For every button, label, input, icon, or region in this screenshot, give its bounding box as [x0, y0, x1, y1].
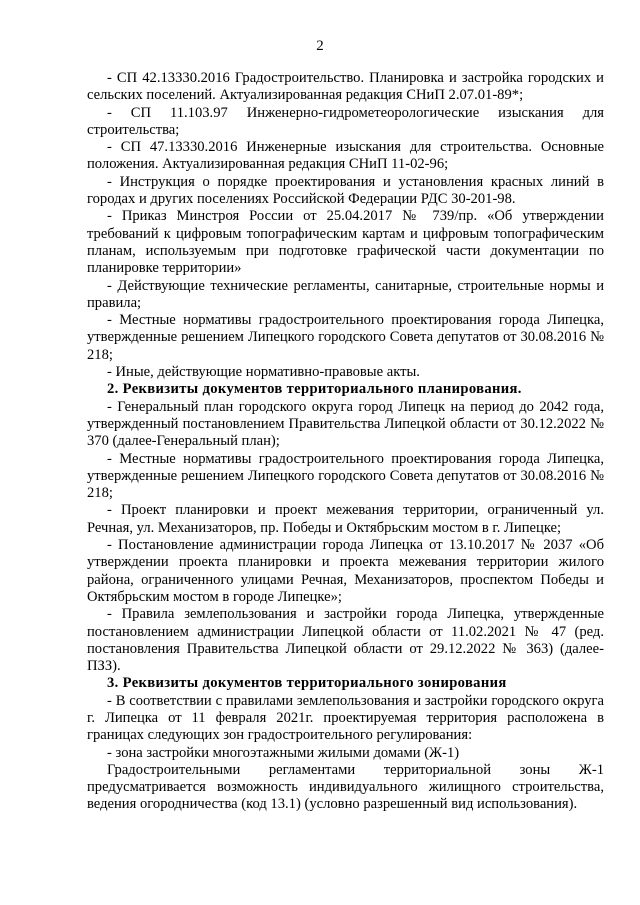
list-item: - Постановление администрации города Липецка от 13.10.2017 № 2037 «Об утверждении проекта планировки и проекта межевания территории жилого района, ограниченного улицами Речная, Механизаторов, проспектом Победы и Октябрьским мостом в городе Липецке»; — [87, 537, 604, 605]
list-item: - Инструкция о порядке проектирования и установления красных линий в городах и других поселениях Российской Федерации РДС 30-201-98. — [87, 173, 604, 208]
section-heading-territorial-planning: 2. Реквизиты документов территориального планирования. — [107, 381, 522, 398]
list-item: - СП 11.103.97 Инженерно-гидрометеорологические изыскания для строительства; — [87, 104, 604, 138]
list-item: - Иные, действующие нормативно-правовые акты. — [107, 364, 420, 381]
list-item: - Местные нормативы градостроительного проектирования города Липецка, утвержденные решением Липецкого городского Совета депутатов от 30.08.2016 № 218; — [87, 450, 604, 502]
list-item: - СП 42.13330.2016 Градостроительство. Планировка и застройка городских и сельских поселений. Актуализированная редакция СНиП 2.07.01-89*; — [87, 70, 604, 104]
list-item: - Действующие технические регламенты, санитарные, строительные нормы и правила; — [87, 277, 604, 311]
list-item: - СП 47.13330.2016 Инженерные изыскания для строительства. Основные положения. Актуализированная редакция СНиП 11-02-96; — [87, 139, 604, 173]
list-item: - зона застройки многоэтажными жилыми домами (Ж-1) — [107, 744, 460, 761]
list-item: - Генеральный план городского округа город Липецк на период до 2042 года, утвержденный постановлением Правительства Липецкой области от 30.12.2022 № 370 (далее-Генеральный план); — [87, 398, 604, 450]
list-item: - Проект планировки и проект межевания территории, ограниченный ул. Речная, ул. Механизаторов, пр. Победы и Октябрьским мостом в г. Липецке; — [87, 502, 604, 536]
page-number: 2 — [316, 38, 324, 54]
list-item: - Приказ Минстроя России от 25.04.2017 № 739/пр. «Об утверждении требований к цифровым топографическим картам и цифровым топографическим планам, используемым при подготовке графической части документации по планировке территории» — [87, 208, 604, 277]
section-heading-territorial-zoning: 3. Реквизиты документов территориального зонирования — [107, 675, 507, 692]
list-item: - В соответствии с правилами землепользования и застройки городского округа г. Липецка от 11 февраля 2021г. проектируемая территория расположена в границах следующих зон градостроительного регулирования: — [87, 692, 604, 744]
list-item: - Местные нормативы градостроительного проектирования города Липецка, утвержденные решением Липецкого городского Совета депутатов от 30.08.2016 № 218; — [87, 312, 604, 363]
list-item: - Правила землепользования и застройки города Липецка, утвержденные постановлением администрации Липецкой области от 11.02.2021 № 47 (ред. постановления Правительства Липецкой области от 29.12.2022 № 363) (далее-ПЗЗ). — [87, 606, 604, 675]
list-item: Градостроительными регламентами территориальной зоны Ж-1 предусматривается возможность индивидуального жилищного строительства, ведения огородничества (код 13.1) (условно разрешенный вид использования). — [87, 761, 604, 813]
document-body — [87, 70, 604, 814]
